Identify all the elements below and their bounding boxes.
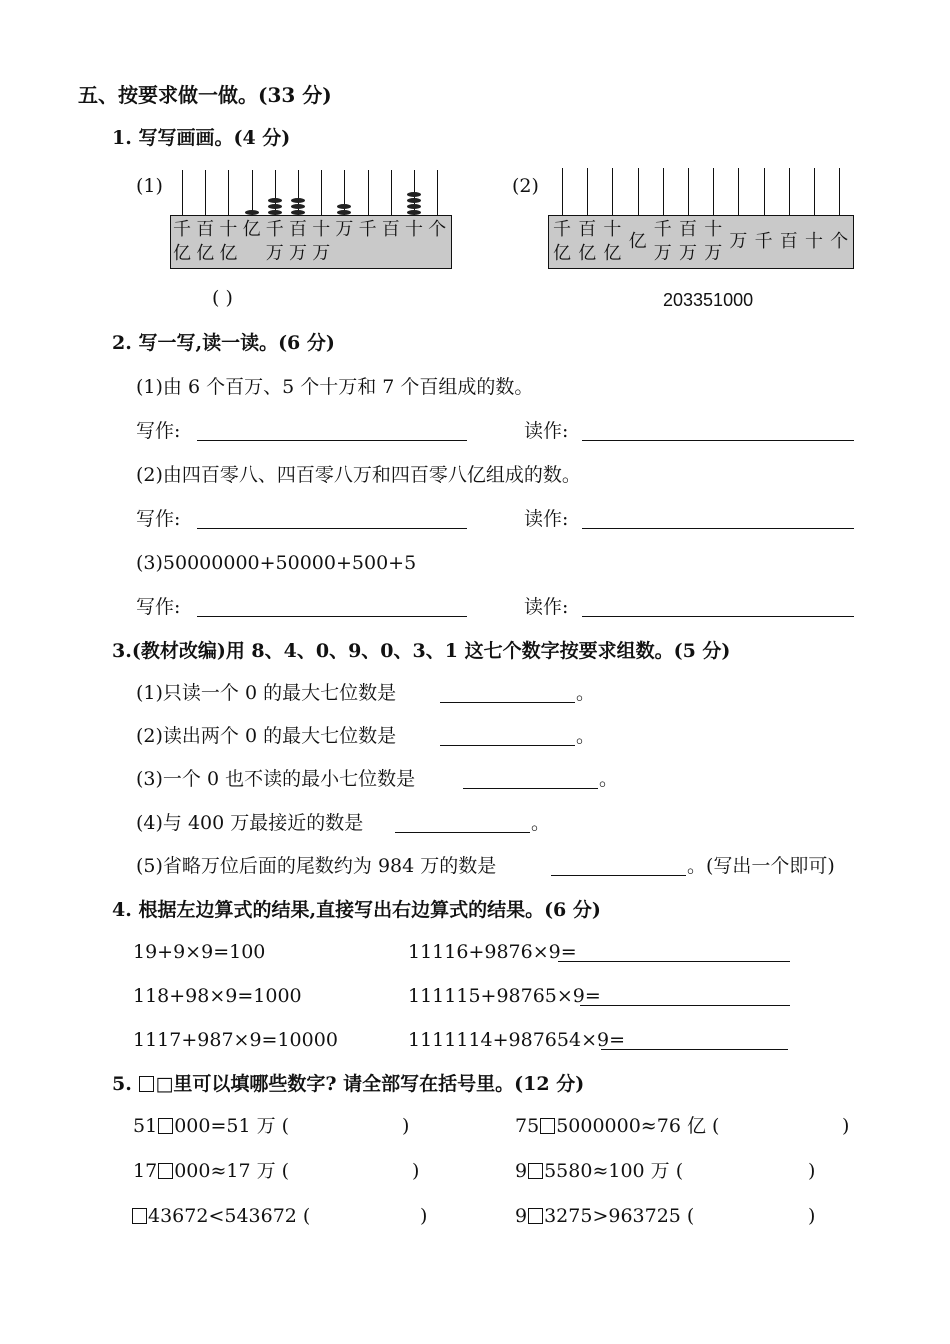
q2-1-write-line[interactable] (197, 440, 467, 441)
q1-answer-blank[interactable]: ( ) (212, 287, 233, 309)
q5-r2b-post: 5580≈100 万 ( (544, 1160, 684, 1182)
q5-r3b-pre: 9 (515, 1205, 528, 1227)
abacus-rod (814, 168, 815, 216)
q5-r1b-box[interactable] (540, 1118, 555, 1134)
q4-left-1: 19+9×9=100 (133, 941, 266, 963)
q5-r3b-box[interactable] (528, 1208, 543, 1224)
q3-5-tail: 。(写出一个即可) (687, 855, 835, 877)
q2-sub3: (3)50000000+50000+500+5 (136, 552, 417, 574)
q2-1-read-line[interactable] (582, 440, 854, 441)
abacus-bead (291, 204, 305, 209)
q2-3-read-line[interactable] (582, 616, 854, 617)
q2-3-read-label: 读作: (524, 596, 569, 618)
abacus-place-label: 百 (196, 219, 215, 240)
q5-r2a-close: ) (412, 1160, 420, 1182)
abacus-place-label-unit: 万 (653, 243, 672, 264)
abacus-place-label: 亿 (242, 219, 261, 240)
q5-r1b-pre: 75 (515, 1115, 540, 1137)
q5-title (112, 1073, 584, 1095)
q5-r1a-box[interactable] (158, 1118, 173, 1134)
q2-sub1: (1)由 6 个百万、5 个十万和 7 个百组成的数。 (136, 376, 534, 398)
q3-sub5: (5)省略万位后面的尾数约为 984 万的数是 (136, 855, 497, 877)
q3-1-period: 。 (576, 682, 596, 704)
abacus-place-label: 千 (358, 219, 377, 240)
abacus-place-label: 十 (704, 219, 723, 240)
abacus-bead (337, 204, 351, 209)
abacus-place-label: 个 (830, 231, 849, 252)
q3-2-period: 。 (576, 725, 596, 747)
q2-1-read-label: 读作: (524, 420, 569, 442)
q4-right-1: 11116+9876×9= (408, 941, 577, 963)
q4-right-2-blank[interactable] (580, 1005, 790, 1006)
abacus-rod (205, 170, 206, 216)
q2-3-write-line[interactable] (197, 616, 467, 617)
abacus-rod (228, 170, 229, 216)
q5-r1a (133, 1115, 289, 1137)
q5-r2b-pre: 9 (515, 1160, 528, 1182)
q4-right-2: 111115+98765×9= (408, 985, 601, 1007)
abacus-place-label: 万 (729, 231, 748, 252)
q5-r1a-pre: 51 (133, 1115, 158, 1137)
q3-3-blank[interactable] (463, 788, 598, 789)
q5-r3a-post: 43672<543672 ( (148, 1205, 311, 1227)
abacus-place-label: 百 (381, 219, 400, 240)
q5-title-text: □里可以填哪些数字? 请全部写在括号里。(12 分) (155, 1073, 585, 1095)
q4-right-3-blank[interactable] (601, 1049, 788, 1050)
abacus-place-label: 百 (779, 231, 798, 252)
q4-right-1-blank[interactable] (558, 961, 790, 962)
abacus-place-label: 个 (428, 219, 447, 240)
q2-sub2: (2)由四百零八、四百零八万和四百零八亿组成的数。 (136, 464, 581, 486)
abacus-rod (738, 168, 739, 216)
abacus-bead (407, 192, 421, 197)
q3-sub2: (2)读出两个 0 的最大七位数是 (136, 725, 397, 747)
q3-4-blank[interactable] (395, 832, 530, 833)
abacus-rod (612, 168, 613, 216)
abacus-place-label: 亿 (628, 231, 647, 252)
abacus-place-label: 千 (754, 231, 773, 252)
abacus-place-label: 十 (405, 219, 423, 240)
abacus-place-label-unit: 万 (289, 243, 307, 264)
q5-r1a-close: ) (402, 1115, 410, 1137)
abacus-rod (764, 168, 765, 216)
abacus-place-label-unit: 万 (679, 243, 697, 264)
q5-r2a (133, 1160, 289, 1182)
abacus-rod (182, 170, 183, 216)
q5-r2a-post: 000≈17 万 ( (174, 1160, 290, 1182)
abacus-bead (268, 210, 282, 215)
abacus-place-label: 千 (653, 219, 672, 240)
abacus-rod (638, 168, 639, 216)
abacus-place-label: 十 (805, 231, 823, 252)
abacus-bead (291, 210, 305, 215)
q2-title: 2. 写一写,读一读。(6 分) (112, 332, 335, 354)
abacus-2 (548, 168, 854, 270)
q5-r3a (131, 1205, 310, 1227)
abacus-place-label-unit: 亿 (196, 243, 215, 264)
abacus-place-label: 千 (265, 219, 284, 240)
q5-r3b (515, 1205, 694, 1227)
section-title (78, 84, 332, 106)
q5-r1b (515, 1115, 719, 1137)
q5-r3b-close: ) (808, 1205, 816, 1227)
q5-r2b-box[interactable] (528, 1163, 543, 1179)
abacus-place-label-unit: 亿 (219, 243, 238, 264)
abacus-rod (321, 170, 322, 216)
q2-3-write-label: 写作: (136, 596, 181, 618)
abacus-place-label: 十 (312, 219, 331, 240)
q1-given-number: 203351000 (663, 290, 754, 310)
abacus-place-label-unit: 万 (265, 243, 284, 264)
q5-r3a-close: ) (420, 1205, 428, 1227)
q3-sub1: (1)只读一个 0 的最大七位数是 (136, 682, 397, 704)
abacus-place-label: 十 (219, 219, 238, 240)
q5-r1b-post: 5000000≈76 亿 ( (556, 1115, 720, 1137)
abacus-place-label: 百 (289, 219, 307, 240)
abacus-place-label: 十 (603, 219, 622, 240)
q2-2-read-line[interactable] (582, 528, 854, 529)
q3-4-period: 。 (531, 812, 551, 834)
abacus-place-label: 千 (173, 219, 191, 240)
abacus-bead (407, 204, 421, 209)
q4-left-3: 1117+987×9=10000 (133, 1029, 338, 1051)
q3-sub3: (3)一个 0 也不读的最小七位数是 (136, 768, 416, 790)
abacus-rod (713, 168, 714, 216)
abacus-rod (587, 168, 588, 216)
q1-title: 1. 写写画画。(4 分) (112, 127, 291, 149)
abacus-place-label-unit: 亿 (173, 243, 191, 264)
abacus-rod (437, 170, 438, 216)
q5-r3a-box[interactable] (132, 1208, 147, 1224)
abacus-place-label-unit: 万 (312, 243, 331, 264)
q3-title: 3.(教材改编)用 8、4、0、9、0、3、1 这七个数字按要求组数。(5 分) (112, 640, 731, 662)
abacus-rod (368, 170, 369, 216)
abacus-rod (688, 168, 689, 216)
abacus-rod (839, 168, 840, 216)
q3-3-period: 。 (599, 768, 619, 790)
q2-1-write-label: 写作: (136, 420, 181, 442)
q3-5-blank[interactable] (551, 875, 686, 876)
q4-title: 4. 根据左边算式的结果,直接写出右边算式的结果。(6 分) (112, 899, 601, 921)
q1-part2-label: (2) (512, 175, 539, 197)
abacus-place-label-unit: 亿 (553, 243, 571, 264)
q5-r1a-post: 000=51 万 ( (174, 1115, 290, 1137)
q3-1-blank[interactable] (440, 702, 575, 703)
abacus-bead (291, 198, 305, 203)
abacus-place-label: 万 (335, 219, 354, 240)
q3-sub4: (4)与 400 万最接近的数是 (136, 812, 364, 834)
abacus-rod (391, 170, 392, 216)
q5-r3b-post: 3275>963725 ( (544, 1205, 695, 1227)
q5-number: 5. (112, 1073, 132, 1095)
q2-2-write-label: 写作: (136, 508, 181, 530)
abacus-place-label: 千 (553, 219, 571, 240)
q3-2-blank[interactable] (440, 745, 575, 746)
abacus-bead (268, 198, 282, 203)
q5-r2b-close: ) (808, 1160, 816, 1182)
abacus-bead (245, 210, 259, 215)
q2-2-write-line[interactable] (197, 528, 467, 529)
abacus-place-label: 百 (679, 219, 697, 240)
section-title-text: 五、按要求做一做。 (78, 83, 258, 107)
abacus-bead (407, 198, 421, 203)
abacus-rod (562, 168, 563, 216)
abacus-bead (407, 210, 421, 215)
abacus-bead (268, 204, 282, 209)
abacus-place-label-unit: 亿 (578, 243, 597, 264)
q5-r2b (515, 1160, 683, 1182)
abacus-place-label: 百 (578, 219, 597, 240)
q5-r2a-pre: 17 (133, 1160, 158, 1182)
abacus-rod (663, 168, 664, 216)
q5-r2a-box[interactable] (158, 1163, 173, 1179)
q4-left-2: 118+98×9=1000 (133, 985, 302, 1007)
q5-r1b-close: ) (842, 1115, 850, 1137)
abacus-place-label-unit: 万 (704, 243, 723, 264)
abacus-rod (789, 168, 790, 216)
section-score: (33 分) (258, 83, 332, 107)
abacus-1 (170, 170, 452, 270)
q5-title-box (139, 1076, 154, 1092)
q2-2-read-label: 读作: (524, 508, 569, 530)
q4-right-3: 1111114+987654×9= (408, 1029, 625, 1051)
abacus-place-label-unit: 亿 (603, 243, 622, 264)
q1-part1-label: (1) (136, 175, 163, 197)
